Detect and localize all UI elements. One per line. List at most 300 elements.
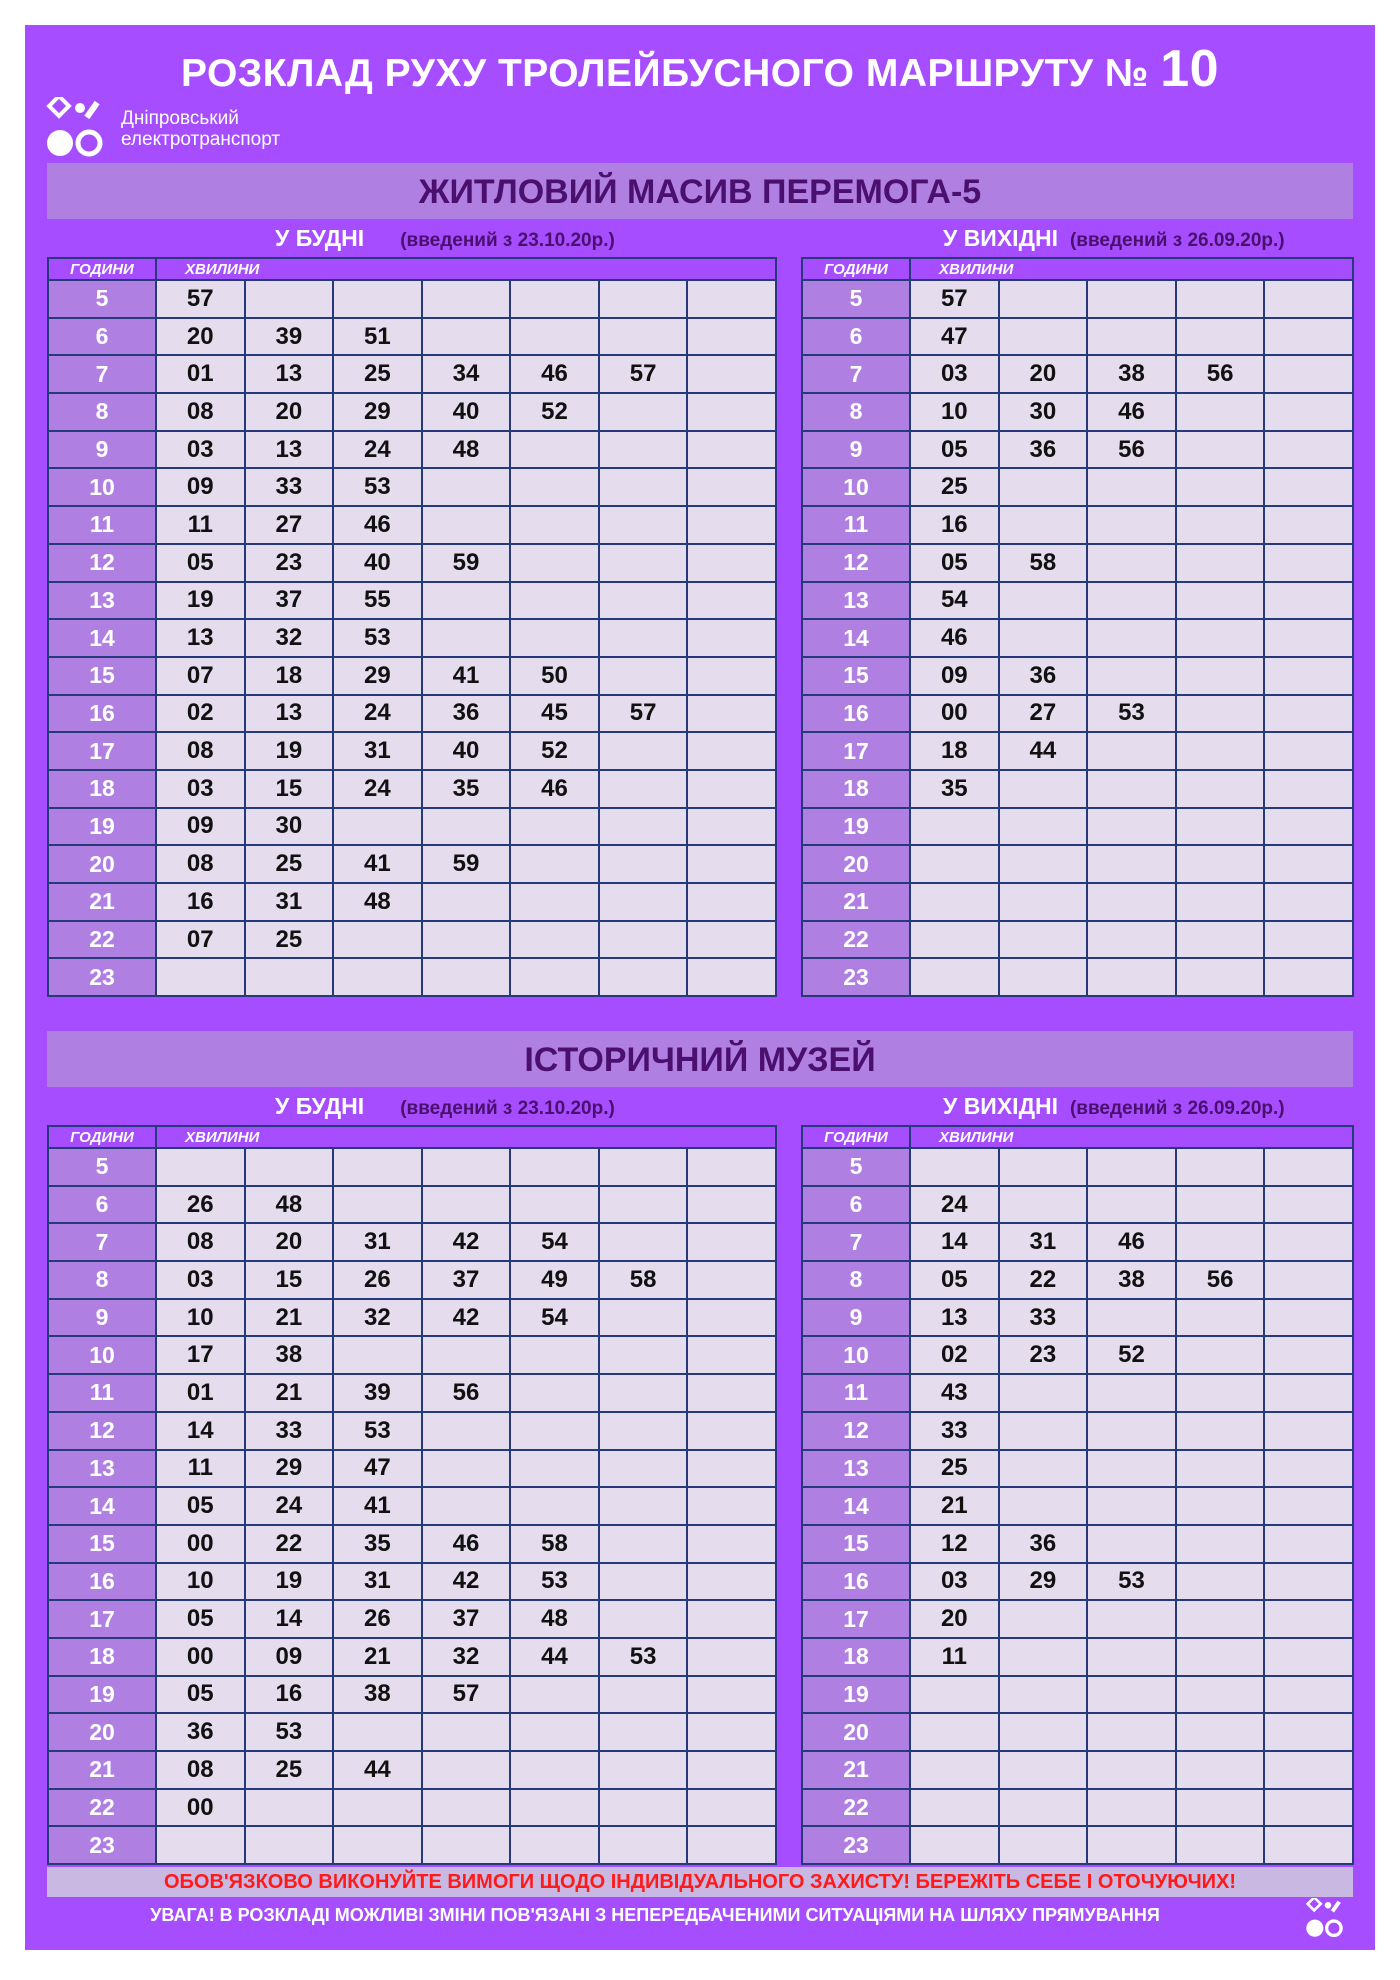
minute-cell [1087,318,1176,356]
minute-cell [1087,544,1176,582]
minute-cell [687,1789,776,1827]
minute-cell [999,808,1088,846]
minute-cell: 56 [1087,431,1176,469]
minute-cell [1264,355,1353,393]
table-row [48,657,776,695]
table-row [802,883,1353,921]
table-row [802,1751,1353,1789]
table-row [802,1713,1353,1751]
weekend-heading [943,225,1285,252]
minute-cell [599,1450,688,1488]
minute-cell: 37 [422,1600,511,1638]
minute-cell: 42 [422,1299,511,1337]
hour-cell: 21 [802,1751,910,1789]
minute-cell [1264,883,1353,921]
table-row [48,1374,776,1412]
minute-cell [510,845,599,883]
hour-cell: 22 [48,1789,156,1827]
minute-cell: 43 [910,1374,999,1412]
minute-cell [1087,770,1176,808]
minute-cell: 05 [156,1676,245,1714]
minute-cell [1176,393,1265,431]
minute-cell: 01 [156,355,245,393]
minute-cell: 08 [156,732,245,770]
minute-cell [687,1374,776,1412]
minute-cell [510,1450,599,1488]
minute-cell [910,883,999,921]
table-row [802,958,1353,996]
hour-cell: 19 [802,808,910,846]
minute-cell: 25 [910,1450,999,1488]
weekday-date: (введений з 23.10.20р.) [400,230,615,251]
minute-cell: 22 [999,1261,1088,1299]
table-row [802,544,1353,582]
minute-cell [510,582,599,620]
minute-cell: 30 [999,393,1088,431]
minute-cell [999,468,1088,506]
minute-cell [1264,1148,1353,1186]
minute-cell [910,808,999,846]
hour-cell: 5 [802,1148,910,1186]
hour-cell: 18 [802,1638,910,1676]
minute-cell: 29 [333,393,422,431]
weekend-timetable [801,1125,1354,1865]
minute-cell [333,1336,422,1374]
weekday-heading [275,1093,615,1120]
minute-cell: 24 [245,1487,334,1525]
minute-cell [1087,1148,1176,1186]
table-row [48,506,776,544]
minute-cell [1087,958,1176,996]
table-row [48,1487,776,1525]
minute-cell [422,958,511,996]
table-row [48,732,776,770]
minute-cell [1087,1713,1176,1751]
table-row [802,657,1353,695]
minute-cell: 07 [156,657,245,695]
minute-cell: 58 [510,1525,599,1563]
hour-cell: 23 [802,1826,910,1864]
minute-cell [599,582,688,620]
table-row [802,355,1353,393]
hour-cell: 17 [48,732,156,770]
table-row [48,1336,776,1374]
hour-cell: 8 [802,1261,910,1299]
hour-cell: 16 [48,695,156,733]
minute-cell [1176,657,1265,695]
weekday-heading [275,225,615,252]
hour-cell: 16 [802,1563,910,1601]
hour-cell: 10 [48,468,156,506]
minute-cell [999,582,1088,620]
hour-cell: 22 [802,921,910,959]
minute-cell [156,1148,245,1186]
hour-cell: 18 [48,1638,156,1676]
hour-cell: 14 [48,619,156,657]
hour-cell: 14 [802,1487,910,1525]
hour-cell: 13 [802,1450,910,1488]
minute-cell [422,1789,511,1827]
section-zhytlovyi-masyv [47,163,1353,990]
hour-cell: 15 [802,657,910,695]
minute-cell [1176,431,1265,469]
hour-cell: 11 [802,506,910,544]
minute-cell [1264,1751,1353,1789]
minute-cell: 16 [910,506,999,544]
minute-cell: 38 [333,1676,422,1714]
minute-cell: 26 [156,1186,245,1224]
minute-cell: 03 [156,431,245,469]
minute-cell [687,1600,776,1638]
minute-cell: 24 [333,770,422,808]
minute-cell: 36 [999,1525,1088,1563]
minute-cell [1176,1826,1265,1864]
minute-cell [510,280,599,318]
minute-cell: 10 [156,1563,245,1601]
minute-cell: 52 [510,393,599,431]
minute-cell: 35 [333,1525,422,1563]
minute-cell: 41 [333,1487,422,1525]
minute-cell [422,468,511,506]
minute-cell [1264,544,1353,582]
minute-cell [1176,1299,1265,1337]
minute-cell: 00 [156,1789,245,1827]
minute-cell [1087,468,1176,506]
minute-cell: 02 [910,1336,999,1374]
hour-cell: 7 [48,1223,156,1261]
minutes-column-header: ХВИЛИНИ [156,258,776,280]
hour-cell: 19 [48,1676,156,1714]
minute-cell: 50 [510,657,599,695]
minute-cell [1176,1563,1265,1601]
minute-cell [510,958,599,996]
minute-cell [599,883,688,921]
minute-cell: 07 [156,921,245,959]
table-row [48,845,776,883]
minute-cell [599,845,688,883]
hour-cell: 9 [48,1299,156,1337]
table-row [802,770,1353,808]
minute-cell [999,1412,1088,1450]
minute-cell [1264,1412,1353,1450]
minute-cell [1176,280,1265,318]
minute-cell [687,1336,776,1374]
hour-cell: 7 [48,355,156,393]
minute-cell: 46 [422,1525,511,1563]
minute-cell [422,808,511,846]
minute-cell [422,1713,511,1751]
hour-cell: 8 [48,1261,156,1299]
minute-cell [1176,732,1265,770]
minute-cell [687,431,776,469]
minute-cell [910,845,999,883]
table-row [48,1789,776,1827]
table-row [48,318,776,356]
minute-cell: 21 [910,1487,999,1525]
minute-cell: 44 [510,1638,599,1676]
minute-cell [599,1299,688,1337]
minute-cell: 45 [510,695,599,733]
minute-cell [599,468,688,506]
minute-cell [333,1186,422,1224]
minute-cell: 24 [333,695,422,733]
table-row [48,1525,776,1563]
minute-cell [1264,657,1353,695]
minute-cell [1176,1751,1265,1789]
table-row [802,732,1353,770]
table-row [802,1789,1353,1827]
minute-cell [687,280,776,318]
minute-cell [510,318,599,356]
minute-cell: 44 [333,1751,422,1789]
minute-cell: 25 [245,845,334,883]
table-row [48,431,776,469]
table-row [802,1676,1353,1714]
minute-cell [422,619,511,657]
minute-cell [687,355,776,393]
table-row [48,883,776,921]
minute-cell [599,732,688,770]
minute-cell [599,1487,688,1525]
table-row [802,1600,1353,1638]
minute-cell [1176,1374,1265,1412]
hour-cell: 9 [48,431,156,469]
minute-cell [1087,1450,1176,1488]
hour-cell: 20 [802,1713,910,1751]
minute-cell [1087,883,1176,921]
hour-cell: 5 [802,280,910,318]
minute-cell: 38 [1087,1261,1176,1299]
hour-cell: 23 [48,1826,156,1864]
minute-cell [422,1412,511,1450]
weekend-timetable [801,257,1354,997]
table-row [802,695,1353,733]
minute-cell [1176,1412,1265,1450]
minute-cell [422,1487,511,1525]
logo-icon [45,97,109,161]
weekend-date: (введений з 26.09.20р.) [1069,230,1285,251]
minute-cell [1264,1713,1353,1751]
table-row [48,1563,776,1601]
minute-cell [599,1412,688,1450]
minute-cell [687,544,776,582]
minute-cell: 13 [156,619,245,657]
minute-cell [599,1789,688,1827]
minute-cell [510,1713,599,1751]
minute-cell: 57 [422,1676,511,1714]
minute-cell: 48 [510,1600,599,1638]
minute-cell: 56 [422,1374,511,1412]
minute-cell [1264,1336,1353,1374]
minute-cell: 11 [156,1450,245,1488]
minute-cell [687,1525,776,1563]
hour-cell: 21 [802,883,910,921]
minute-cell [422,883,511,921]
table-row [802,808,1353,846]
weekday-timetable [47,1125,777,1865]
minutes-column-header: ХВИЛИНИ [910,1126,1353,1148]
minute-cell [510,1374,599,1412]
page-title [25,39,1375,99]
minute-cell [999,619,1088,657]
minute-cell [510,544,599,582]
minute-cell: 54 [510,1223,599,1261]
table-row [802,1563,1353,1601]
minute-cell: 46 [333,506,422,544]
minute-cell: 49 [510,1261,599,1299]
minute-cell [245,1789,334,1827]
minutes-column-header: ХВИЛИНИ [910,258,1353,280]
minute-cell [1264,732,1353,770]
minute-cell: 09 [910,657,999,695]
minute-cell [910,958,999,996]
hour-cell: 20 [802,845,910,883]
minute-cell: 13 [910,1299,999,1337]
minute-cell: 05 [156,1487,245,1525]
minute-cell [510,1336,599,1374]
minute-cell: 19 [245,1563,334,1601]
minute-cell [1176,1600,1265,1638]
table-row [48,1186,776,1224]
logo-text [121,108,280,150]
minute-cell: 16 [245,1676,334,1714]
minute-cell: 56 [1176,355,1265,393]
minute-cell: 41 [333,845,422,883]
minute-cell: 20 [910,1600,999,1638]
table-row [48,1223,776,1261]
hour-cell: 14 [48,1487,156,1525]
hour-cell: 12 [48,544,156,582]
minute-cell: 52 [510,732,599,770]
minute-cell [510,1148,599,1186]
table-header-row [48,1126,776,1148]
minute-cell [1087,1186,1176,1224]
minute-cell: 03 [156,770,245,808]
minute-cell [910,1676,999,1714]
hour-cell: 19 [802,1676,910,1714]
minute-cell [156,958,245,996]
minute-cell [599,1223,688,1261]
minute-cell: 10 [910,393,999,431]
table-row [802,1450,1353,1488]
table-row [802,1261,1353,1299]
table-row [48,1600,776,1638]
minute-cell [687,958,776,996]
minute-cell [910,1826,999,1864]
table-row [48,1751,776,1789]
minute-cell: 44 [999,732,1088,770]
minute-cell: 40 [333,544,422,582]
minute-cell: 08 [156,845,245,883]
minute-cell: 25 [910,468,999,506]
minute-cell: 47 [333,1450,422,1488]
minute-cell: 33 [999,1299,1088,1337]
minute-cell [1264,619,1353,657]
minute-cell: 24 [910,1186,999,1224]
minute-cell [687,1261,776,1299]
minute-cell: 26 [333,1600,422,1638]
minute-cell [1264,1826,1353,1864]
minute-cell [1176,695,1265,733]
minute-cell: 33 [910,1412,999,1450]
hour-cell: 6 [48,318,156,356]
hour-cell: 8 [48,393,156,431]
hour-cell: 7 [802,1223,910,1261]
hour-cell: 19 [48,808,156,846]
minute-cell: 46 [1087,393,1176,431]
minute-cell [687,468,776,506]
minute-cell [1264,921,1353,959]
minute-cell [510,1186,599,1224]
minute-cell: 22 [245,1525,334,1563]
minute-cell: 12 [910,1525,999,1563]
minute-cell [422,280,511,318]
minute-cell [1264,468,1353,506]
minute-cell [599,1713,688,1751]
minute-cell: 48 [422,431,511,469]
minute-cell [599,770,688,808]
minute-cell [599,1186,688,1224]
minute-cell [599,431,688,469]
minute-cell [999,1450,1088,1488]
minute-cell: 08 [156,393,245,431]
minute-cell: 05 [910,1261,999,1299]
minute-cell [1087,1374,1176,1412]
minute-cell [1176,1487,1265,1525]
table-row [48,1412,776,1450]
minute-cell [599,1525,688,1563]
hour-cell: 12 [802,1412,910,1450]
minute-cell [422,1826,511,1864]
hour-cell: 11 [48,506,156,544]
minute-cell: 53 [245,1713,334,1751]
section-title: ЖИТЛОВИЙ МАСИВ ПЕРЕМОГА-5 [47,163,1353,219]
minute-cell: 24 [333,431,422,469]
minute-cell [1264,280,1353,318]
hour-cell: 14 [802,619,910,657]
weekday-date: (введений з 23.10.20р.) [400,1098,615,1119]
table-row [802,619,1353,657]
table-row [48,1299,776,1337]
minute-cell [1087,808,1176,846]
minute-cell [1264,1676,1353,1714]
minute-cell: 34 [422,355,511,393]
minute-cell: 29 [245,1450,334,1488]
minute-cell [510,619,599,657]
table-row [802,1336,1353,1374]
table-row [802,1186,1353,1224]
hour-cell: 13 [802,582,910,620]
table-row [802,506,1353,544]
minute-cell: 03 [910,355,999,393]
minute-cell: 53 [1087,695,1176,733]
hour-cell: 15 [48,1525,156,1563]
minute-cell [1176,770,1265,808]
minute-cell [1264,958,1353,996]
minute-cell [1087,732,1176,770]
table-row [48,1261,776,1299]
hour-cell: 6 [48,1186,156,1224]
minute-cell: 20 [245,1223,334,1261]
minute-cell: 55 [333,582,422,620]
minute-cell: 19 [156,582,245,620]
minute-cell: 33 [245,468,334,506]
minute-cell: 15 [245,770,334,808]
table-row [48,393,776,431]
minute-cell [599,280,688,318]
minute-cell [687,1826,776,1864]
schedule-subheaders [47,219,1353,257]
